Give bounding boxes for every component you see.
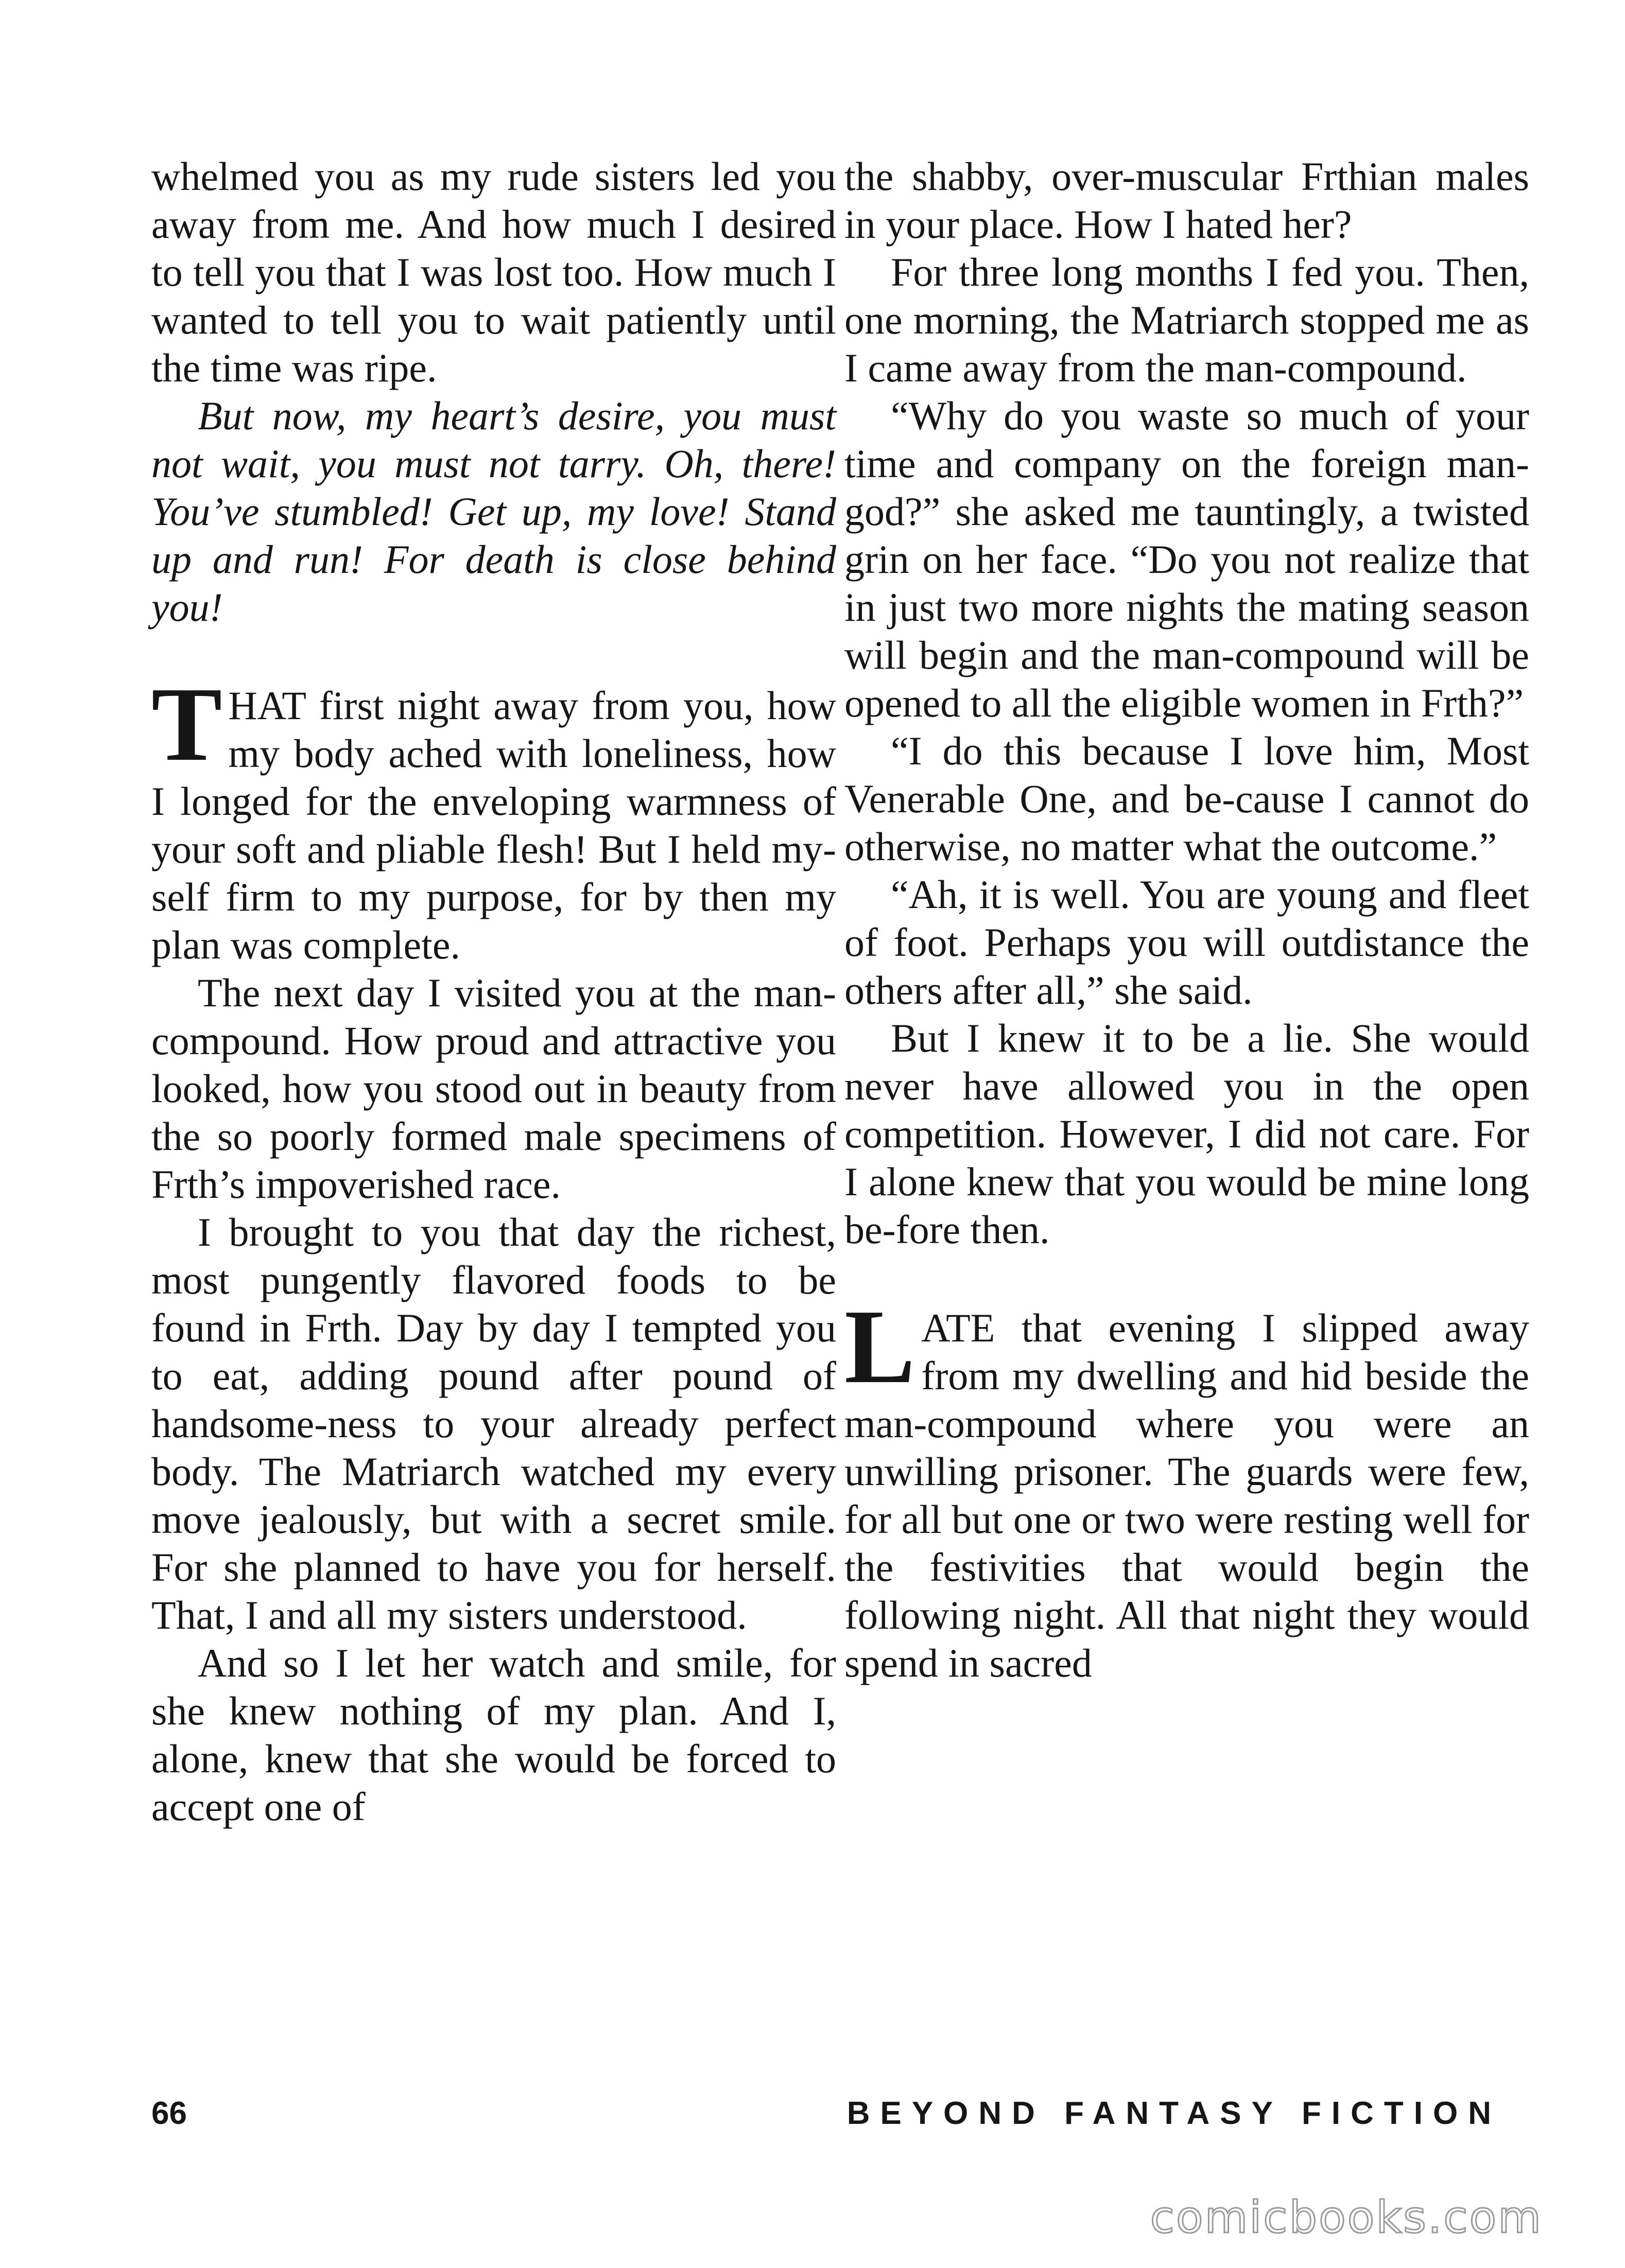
paragraph: I brought to you that day the richest, most pungently flavored foods to be found in Frth. Day by day I tempted you to eat, adding pound after pound of handsome-ness to your already perfect body. The Matriarch watched my every move jealously, but with a secret smile. For she planned to have you for herself. That, I and all my sisters understood. <box>151 1210 836 1637</box>
paragraph: “Ah, it is well. You are young and fleet of foot. Perhaps you will outdistance the others after all,” she said. <box>844 872 1529 1013</box>
watermark-logo: comicbooks.com <box>1150 2192 1543 2243</box>
section-paragraph <box>151 665 836 969</box>
left-column <box>151 152 836 1830</box>
paragraph: But I knew it to be a lie. She would never have allowed you in the open competition. However, I did not care. For I alone knew that you would be mine long be-fore then. <box>844 1016 1529 1252</box>
paragraph-text: ATE that evening I slipped away from my dwelling and hid beside the man-compound where you were an unwilling prisoner. The guards were few, for all but one or two were resting well for the festivities that would begin the following night. All that night they would spend in sacred <box>844 1305 1529 1685</box>
magazine-title: BEYOND FANTASY FICTION <box>846 2096 1501 2131</box>
drop-cap: L <box>844 1287 915 1405</box>
paragraph: whelmed you as my rude sisters led you away from me. And how much I desired to tell you that I was lost too. How much I wanted to tell you to wait patiently until the time was ripe. <box>151 154 836 390</box>
italic-paragraph: But now, my heart’s desire, you must not wait, you must not tarry. Oh, there! You’ve stumbled! Get up, my love! Stand up and run! For death is close behind you! <box>151 393 836 630</box>
section-paragraph <box>844 1287 1529 1687</box>
right-column <box>844 152 1529 1687</box>
paragraph: For three long months I fed you. Then, one morning, the Matriarch stopped me as I came away from the man-compound. <box>844 250 1529 390</box>
page-footer <box>151 2095 1501 2136</box>
paragraph: “Why do you waste so much of your time and company on the foreign man-god?” she asked me tauntingly, a twisted grin on her face. “Do you not realize that in just two more nights the mating season will begin and the man-compound will be opened to all the eligible women in Frth?” <box>844 393 1529 725</box>
paragraph: The next day I visited you at the man-compound. How proud and attractive you looked, how you stood out in beauty from the so poorly formed male specimens of Frth’s impoverished race. <box>151 970 836 1207</box>
paragraph: “I do this because I love him, Most Venerable One, and be-cause I cannot do otherwise, no matter what the outcome.” <box>844 728 1529 869</box>
paragraph: And so I let her watch and smile, for she knew nothing of my plan. And I, alone, knew that she would be forced to accept one of <box>151 1641 836 1829</box>
drop-cap: T <box>151 665 222 783</box>
page-number: 66 <box>151 2096 187 2131</box>
paragraph-text: HAT first night away from you, how my body ached with loneliness, how I longed for the enveloping warmness of your soft and pliable flesh! But I held my-self firm to my purpose, for by then my plan was complete. <box>151 683 836 967</box>
paragraph: the shabby, over-muscular Frthian males in your place. How I hated her? <box>844 154 1529 247</box>
